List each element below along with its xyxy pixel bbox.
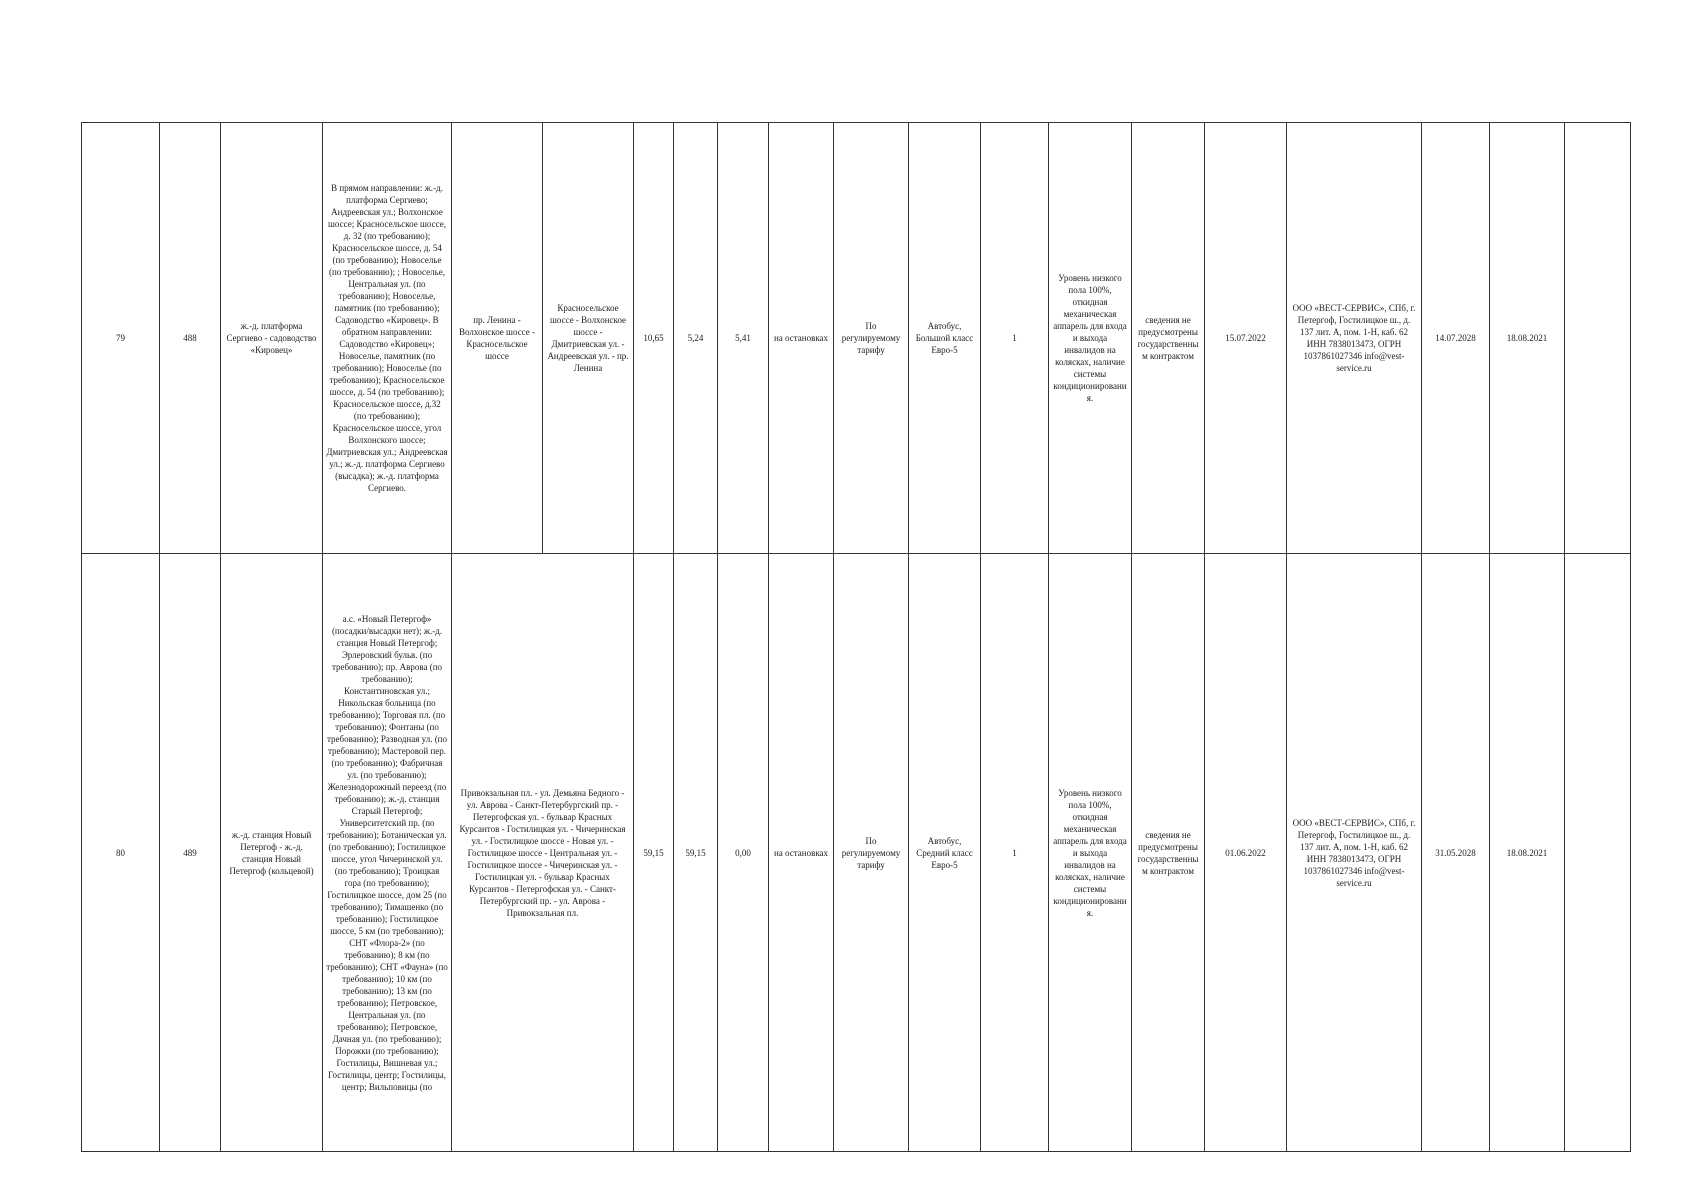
route-number: 489 xyxy=(160,554,221,1152)
contract-info: сведения не предусмотрены государственным контрактом xyxy=(1132,554,1205,1152)
length-back: 0,00 xyxy=(718,554,769,1152)
length-total: 10,65 xyxy=(634,123,674,554)
contract-info: сведения не предусмотрены государственным контрактом xyxy=(1132,123,1205,554)
vehicle-count: 1 xyxy=(981,554,1049,1152)
note-cell xyxy=(1565,554,1631,1152)
length-forward: 5,24 xyxy=(674,123,718,554)
vehicle-characteristics: Уровень низкого пола 100%, откидная механическая аппарель для входа и выхода инвалидов на колясках, наличие системы кондиционирования. xyxy=(1049,123,1132,554)
stops-list: а.с. «Новый Петергоф» (посадки/высадки нет); ж.-д. станция Новый Петергоф; Эрлеровский бульв. (по требованию); пр. Аврова (по требованию); Константиновская ул.; Никольская больница (по требованию); Торговая пл. (по требованию); Фонтаны (по требованию); Разводная ул. (по требованию); Мастеровой пер. (по требованию); Фабричная ул. (по требованию); Железнодорожный переезд (по требованию); ж.-д. станция Старый Петергоф; Университетский пр. (по требованию); Ботаническая ул. (по требованию); Гостилицкое шоссе, угол Чичеринской ул. (по требованию); Троицкая гора (по требованию); Гостилицкое шоссе, дом 25 (по требованию); Тимашенко (по требованию); Гостилицкое шоссе, 5 км (по требованию); СНТ «Флора-2» (по требованию); 8 км (по требованию); СНТ «Фауна» (по требованию); 10 км (по требованию); 13 км (по требованию); Петровское, Центральная ул. (по требованию); Петровское, Дачная ул. (по требованию); Порожки (по требованию); Гостилицы, Вишневая ул.; Гостилицы, центр; Гостилицы, центр; Вильповицы (по xyxy=(323,554,452,1152)
tariff-type: По регулируемому тарифу xyxy=(834,554,909,1152)
end-date: 14.07.2028 xyxy=(1422,123,1490,554)
vehicle-characteristics: Уровень низкого пола 100%, откидная механическая аппарель для входа и выхода инвалидов на колясках, наличие системы кондиционирования. xyxy=(1049,554,1132,1152)
note-cell xyxy=(1565,123,1631,554)
carrier-info: ООО «ВЕСТ-СЕРВИС», СПб, г. Петергоф, Гостилицкое ш., д. 137 лит. А, пом. 1-Н, каб. 62 ИНН 7838013473, ОГРН 1037861027346 info@vest-service.ru xyxy=(1287,554,1422,1152)
end-date: 31.05.2028 xyxy=(1422,554,1490,1152)
boarding-procedure: на остановках xyxy=(769,554,834,1152)
tariff-type: По регулируемому тарифу xyxy=(834,123,909,554)
route-number: 488 xyxy=(160,123,221,554)
route-name: ж.-д. платформа Сергиево - садоводство «Кировец» xyxy=(221,123,323,554)
table-row xyxy=(82,123,1631,554)
table-row xyxy=(82,554,1631,1152)
boarding-procedure: на остановках xyxy=(769,123,834,554)
stops-list: В прямом направлении: ж.-д. платформа Сергиево; Андреевская ул.; Волхонское шоссе; Красносельское шоссе, д. 32 (по требованию); Красносельское шоссе, д. 54 (по требованию); Новоселье (по требованию); ; Новоселье, Центральная ул. (по требованию); Новоселье, памятник (по требованию); Садоводство «Кировец». В обратном направлении: Садоводство «Кировец»; Новоселье, памятник (по требованию); Новоселье (по требованию); Красносельское шоссе, д. 54 (по требованию); Красносельское шоссе, д.32 (по требованию); Красносельское шоссе, угол Волхонского шоссе; Дмитриевская ул.; Андреевская ул.; ж.-д. платформа Сергиево (высадка); ж.-д. платформа Сергиево. xyxy=(323,123,452,554)
length-total: 59,15 xyxy=(634,554,674,1152)
streets-route: Привокзальная пл. - ул. Демьяна Бедного - ул. Аврова - Санкт-Петербургский пр. - Петергофская ул. - бульвар Красных Курсантов - Гостилицкая ул. - Чичеринская ул. - Гостилицкое шоссе - Новая ул. - Гостилицкое шоссе - Центральная ул. - Гостилицкое шоссе - Чичеринская ул. - Гостилицкая ул. - бульвар Красных Курсантов - Петергофская ул. - Санкт-Петербургский пр. - ул. Аврова - Привокзальная пл. xyxy=(452,554,634,1152)
length-forward: 59,15 xyxy=(674,554,718,1152)
row-number: 80 xyxy=(82,554,160,1152)
registration-date: 18.08.2021 xyxy=(1490,123,1565,554)
row-number: 79 xyxy=(82,123,160,554)
start-date: 15.07.2022 xyxy=(1205,123,1287,554)
registration-date: 18.08.2021 xyxy=(1490,554,1565,1152)
vehicle-type: Автобус, Большой класс Евро-5 xyxy=(909,123,981,554)
routes-table xyxy=(81,122,1631,1152)
streets-back: Красносельское шоссе - Волхонское шоссе - Дмитриевская ул. - Андреевская ул. - пр. Ленина xyxy=(543,123,634,554)
vehicle-count: 1 xyxy=(981,123,1049,554)
carrier-info: ООО «ВЕСТ-СЕРВИС», СПб, г. Петергоф, Гостилицкое ш., д. 137 лит. А, пом. 1-Н, каб. 62 ИНН 7838013473, ОГРН 1037861027346 info@vest-service.ru xyxy=(1287,123,1422,554)
streets-forward: пр. Ленина - Волхонское шоссе - Красносельское шоссе xyxy=(452,123,543,554)
length-back: 5,41 xyxy=(718,123,769,554)
vehicle-type: Автобус, Средний класс Евро-5 xyxy=(909,554,981,1152)
start-date: 01.06.2022 xyxy=(1205,554,1287,1152)
route-name: ж.-д. станция Новый Петергоф - ж.-д. станция Новый Петергоф (кольцевой) xyxy=(221,554,323,1152)
